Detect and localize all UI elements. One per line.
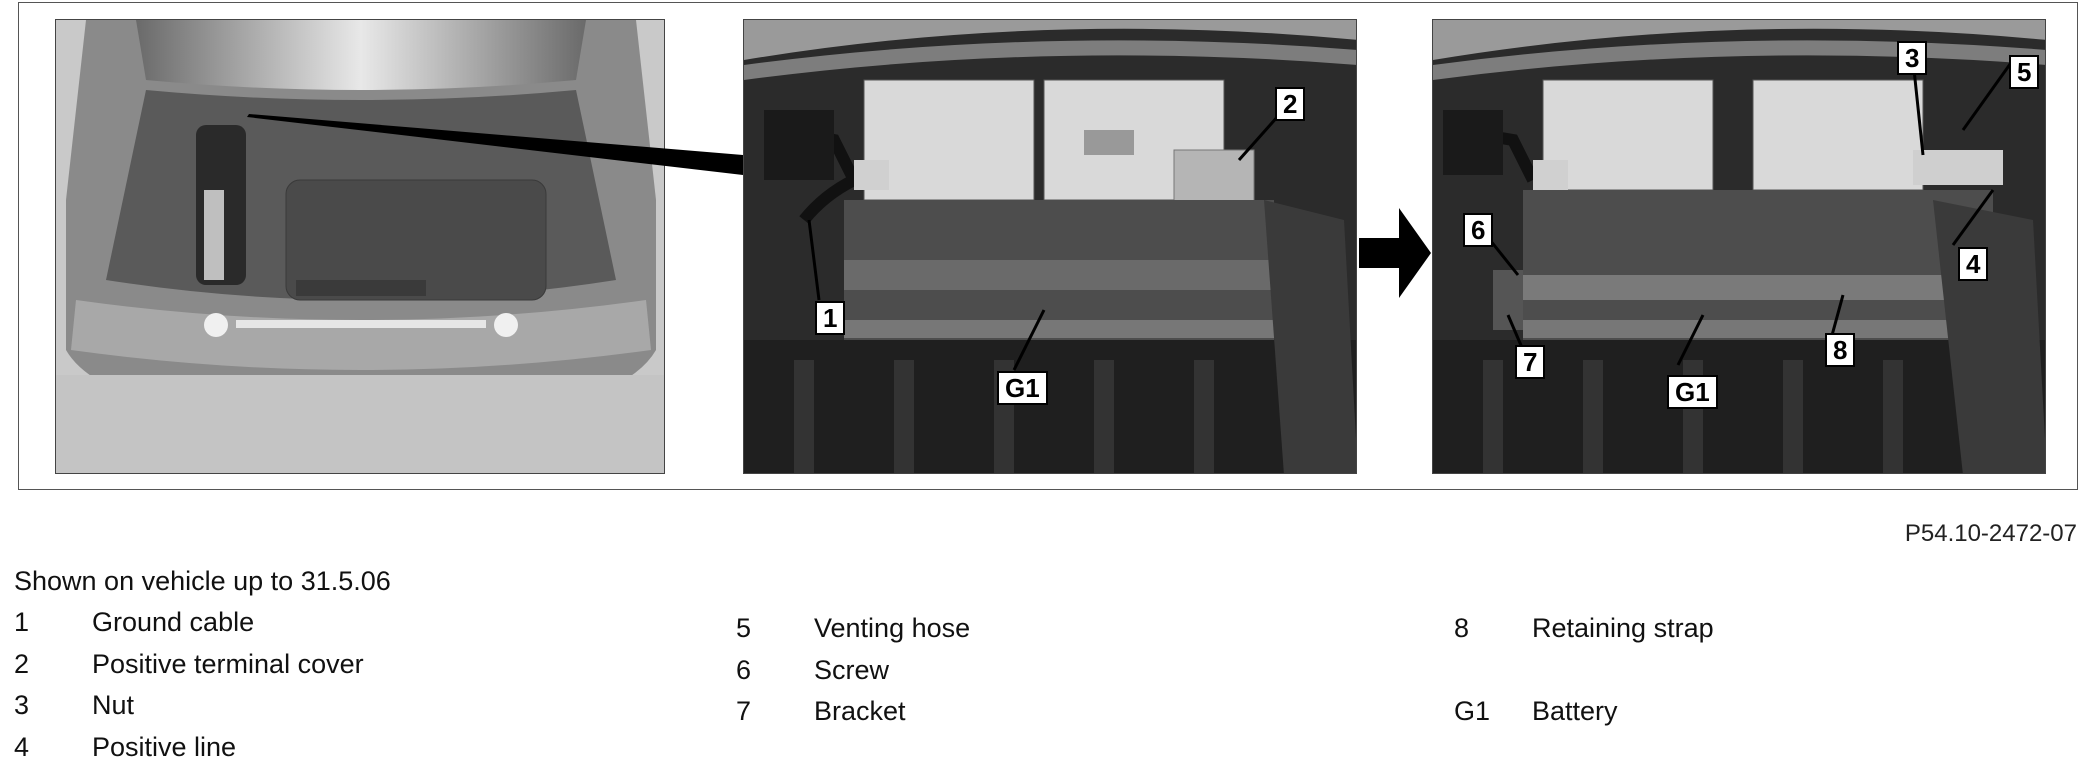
callout-3: 3 — [1897, 41, 1927, 75]
legend-number: 1 — [14, 607, 30, 637]
figure-frame — [18, 2, 2078, 490]
legend-number: 4 — [14, 731, 30, 762]
legend-number: 6 — [736, 654, 752, 685]
legend-number: 2 — [14, 648, 30, 679]
battery-detail-photo-2 — [1432, 19, 2046, 474]
legend-number: 7 — [736, 696, 752, 726]
legend-label: Positive terminal cover — [92, 648, 364, 679]
legend-label: Battery — [1532, 696, 1618, 726]
figure-reference-number: P54.10-2472-07 — [1904, 520, 2077, 547]
callout-5: 5 — [2009, 55, 2039, 89]
callout-8: 8 — [1825, 333, 1855, 367]
legend-label: Nut — [92, 690, 135, 720]
legend-number: 3 — [14, 690, 30, 720]
legend-number: G1 — [1454, 696, 1491, 726]
legend-label: Retaining strap — [1532, 613, 1714, 643]
legend-label: Ground cable — [92, 607, 255, 637]
arrow-right-icon — [1359, 203, 1434, 303]
battery-detail-photo-1 — [743, 19, 1357, 474]
callout-6: 6 — [1463, 213, 1493, 247]
callout-2: 2 — [1275, 87, 1305, 121]
figure-caption: Shown on vehicle up to 31.5.06 — [14, 566, 391, 596]
legend-number: 5 — [736, 613, 752, 643]
legend-number: 8 — [1454, 613, 1470, 643]
legend-label: Screw — [814, 654, 890, 685]
callout-1: 1 — [815, 301, 845, 335]
callout-g1-2: G1 — [1667, 375, 1718, 409]
callout-7: 7 — [1515, 345, 1545, 379]
callout-g1: G1 — [997, 371, 1048, 405]
legend-label: Venting hose — [814, 613, 971, 643]
legend-label: Positive line — [92, 731, 237, 762]
callout-4: 4 — [1958, 247, 1988, 281]
legend-label: Bracket — [814, 696, 906, 726]
